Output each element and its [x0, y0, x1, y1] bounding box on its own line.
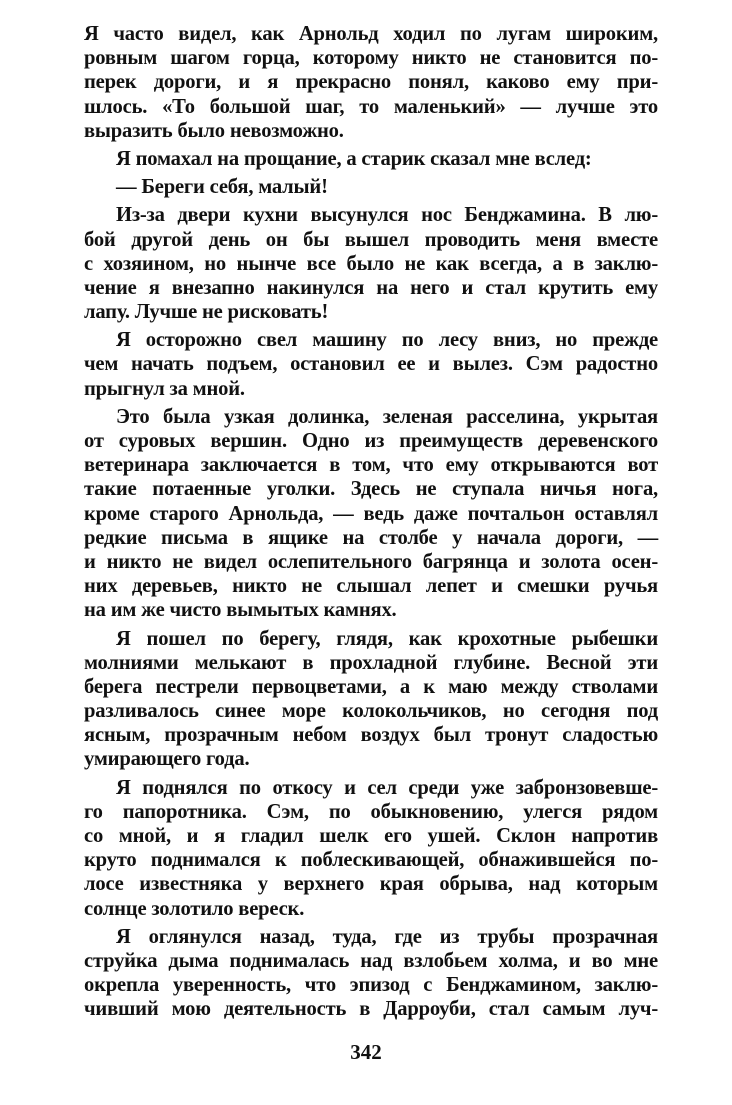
- text-line: и никто не видел ослепительного багрянца и золота осен-: [84, 550, 658, 573]
- text-line: молниями мелькают в прохладной глубине. Весной эти: [84, 651, 658, 674]
- paragraph: [84, 147, 658, 171]
- text-line: — Береги себя, малый!: [116, 176, 328, 199]
- text-line: прыгнул за мной.: [84, 377, 245, 400]
- text-line: чение я внезапно накинулся на него и стал крутить ему: [84, 276, 658, 299]
- text-line: чем начать подъем, остановил ее и вылез. Сэм радостно: [84, 353, 658, 376]
- paragraph: [84, 22, 658, 143]
- text-line: Я осторожно свел машину по лесу вниз, но прежде: [116, 329, 658, 352]
- text-line: Из-за двери кухни высунулся нос Бенджамина. В лю-: [116, 204, 658, 227]
- text-line: от суровых вершин. Одно из преимуществ деревенского: [84, 430, 658, 452]
- text-line: Я пошел по берегу, глядя, как крохотные рыбешки: [116, 627, 658, 650]
- paragraph: [84, 328, 658, 401]
- text-line: струйка дыма поднималась над взлобьем холма, и во мне: [84, 949, 658, 972]
- text-line: бой другой день он бы вышел проводить меня вместе: [84, 228, 658, 251]
- text-line: шлось. «То большой шаг, то маленький» — лучше это: [84, 95, 658, 118]
- text-line: перек дороги, и я прекрасно понял, каково ему при-: [84, 71, 658, 94]
- text-line: круто поднимался к поблескивающей, обнажившейся по-: [84, 849, 658, 872]
- text-line: чивший мою деятельность в Дарроуби, стал самым луч-: [84, 998, 658, 1021]
- paragraph: [84, 203, 658, 324]
- text-line: Я помахал на прощание, а старик сказал мне вслед:: [116, 147, 592, 170]
- text-line: лосе известняка у верхнего края обрыва, над которым: [84, 873, 658, 896]
- text-line: солнце золотило вереск.: [84, 897, 305, 920]
- text-line: умирающего года.: [84, 748, 250, 771]
- page-number: 342: [350, 1040, 382, 1064]
- book-page-text: [84, 22, 658, 1026]
- paragraph: [84, 925, 658, 1022]
- text-line: Я оглянулся назад, туда, где из трубы прозрачная: [116, 925, 658, 948]
- paragraph: [84, 175, 658, 199]
- text-line: окрепла уверенность, что эпизод с Бенджамином, заклю-: [84, 974, 658, 997]
- text-line: Это была узкая долинка, зеленая расселина, укрытая: [116, 405, 658, 428]
- text-line: такие потаенные уголки. Здесь не ступала ничья нога,: [84, 478, 658, 501]
- text-line: кроме старого Арнольда, — ведь даже почтальон оставлял: [84, 502, 658, 525]
- text-line: ясным, прозрачным небом воздух был тронут сладостью: [84, 724, 658, 747]
- text-line: разливалось синее море колокольчиков, но сегодня под: [84, 700, 658, 723]
- text-line: берега пестрели первоцветами, а к маю между стволами: [84, 675, 658, 698]
- paragraph: [84, 405, 658, 623]
- text-line: со мной, и я гладил шелк его ушей. Склон напротив: [84, 825, 658, 847]
- text-line: с хозяином, но нынче все было не как всегда, а в заклю-: [84, 252, 658, 275]
- text-line: них деревьев, никто не слышал лепет и смешки ручья: [84, 575, 658, 598]
- text-line: ветеринара заключается в том, что ему открываются вот: [84, 454, 658, 477]
- paragraph: [84, 776, 658, 921]
- paragraph: [84, 627, 658, 772]
- text-line: на им же чисто вымытых камнях.: [84, 599, 397, 622]
- text-line: Я часто видел, как Арнольд ходил по лугам широким,: [84, 23, 658, 45]
- text-line: Я поднялся по откосу и сел среди уже забронзовевше-: [116, 776, 658, 799]
- text-line: редкие письма в ящике на столбе у начала дороги, —: [84, 526, 658, 549]
- text-line: выразить было невозможно.: [84, 119, 344, 142]
- text-line: лапу. Лучше не рисковать!: [84, 301, 329, 324]
- text-line: ровным шагом горца, которому никто не становится по-: [84, 47, 658, 70]
- text-line: го папоротника. Сэм, по обыкновению, улегся рядом: [84, 800, 658, 823]
